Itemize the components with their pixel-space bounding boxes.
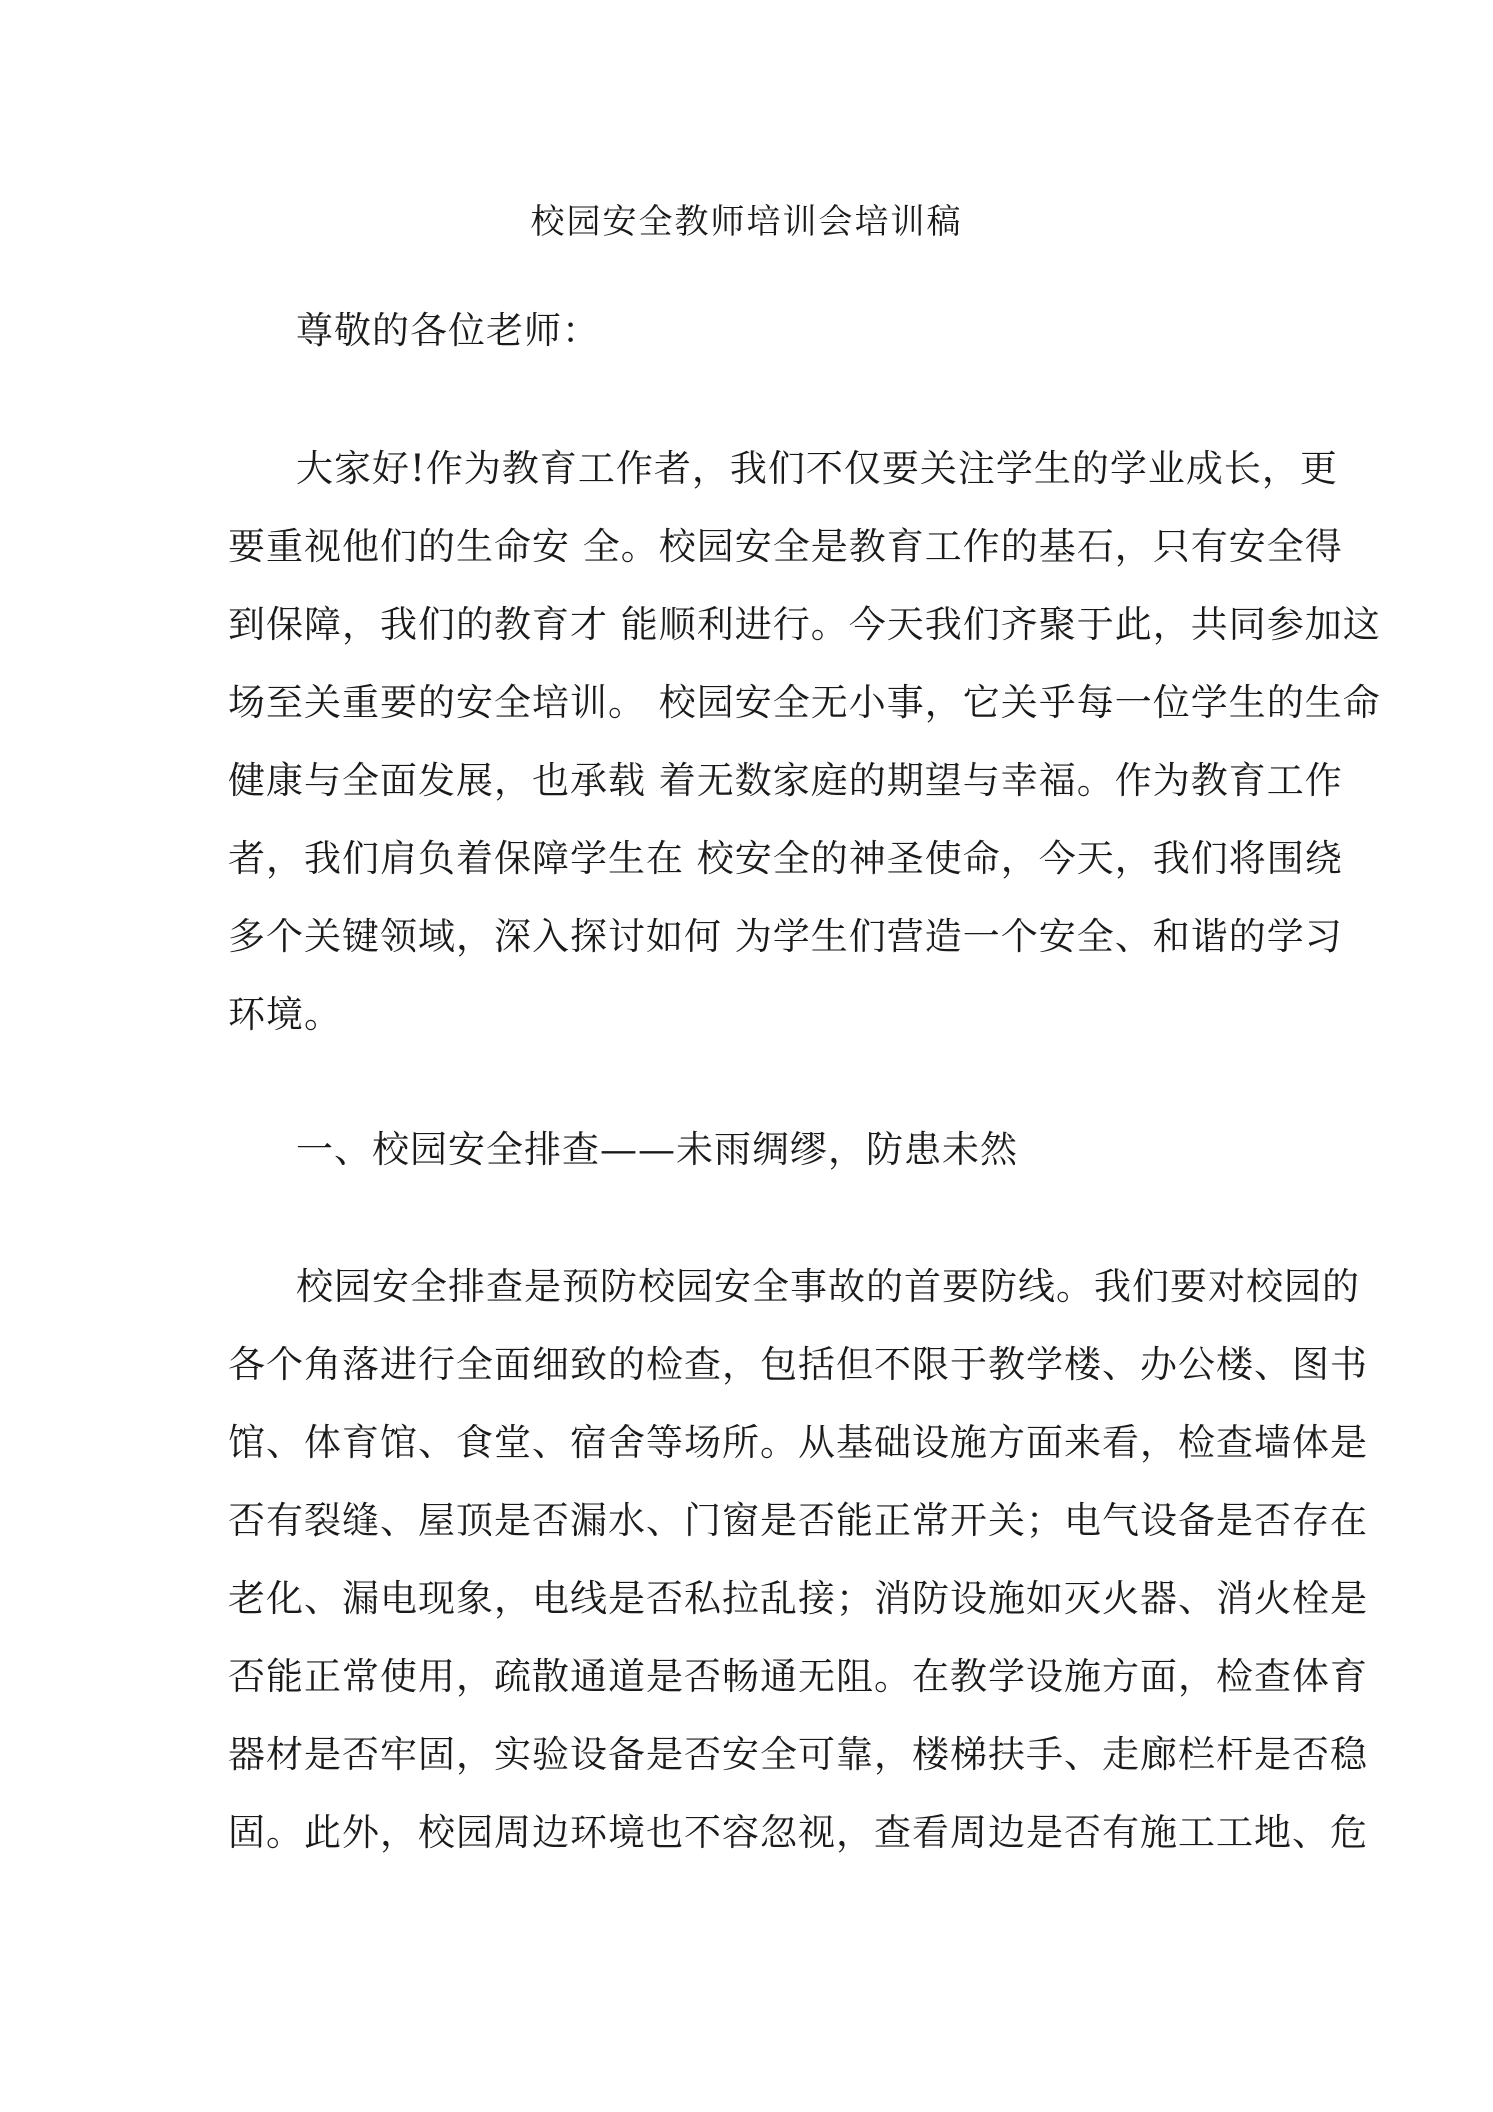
paragraph1-line-5: 健康与全面发展，也承载 着无数家庭的期望与幸福。作为教育工作 xyxy=(228,759,1343,802)
paragraph2-line-6: 否能正常使用，疏散通道是否畅通无阻。在教学设施方面，检查体育 xyxy=(228,1655,1368,1698)
paragraph2-line-8: 固。此外，校园周边环境也不容忽视，查看周边是否有施工工地、危 xyxy=(228,1811,1368,1854)
paragraph1-line-2: 要重视他们的生命安 全。校园安全是教育工作的基石，只有安全得 xyxy=(228,525,1343,568)
paragraph2-line-4: 否有裂缝、屋顶是否漏水、门窗是否能正常开关；电气设备是否存在 xyxy=(228,1499,1368,1542)
paragraph2-line-3: 馆、体育馆、食堂、宿舍等场所。从基础设施方面来看，检查墙体是 xyxy=(228,1421,1368,1464)
paragraph2-line-1: 校园安全排查是预防校园安全事故的首要防线。我们要对校园的 xyxy=(296,1265,1360,1308)
salutation: 尊敬的各位老师： xyxy=(296,309,600,352)
paragraph1-line-3: 到保障，我们的教育才 能顺利进行。今天我们齐聚于此，共同参加这 xyxy=(228,603,1381,646)
section1-heading: 一、校园安全排查——未雨绸缪，防患未然 xyxy=(296,1128,1018,1171)
paragraph1-line-6: 者，我们肩负着保障学生在 校安全的神圣使命，今天，我们将围绕 xyxy=(228,837,1343,880)
paragraph1-line-8: 环境。 xyxy=(228,993,342,1036)
paragraph2-line-2: 各个角落进行全面细致的检查，包括但不限于教学楼、办公楼、图书 xyxy=(228,1343,1368,1386)
paragraph1-line-7: 多个关键领域，深入探讨如何 为学生们营造一个安全、和谐的学习 xyxy=(228,915,1343,958)
paragraph2-line-5: 老化、漏电现象，电线是否私拉乱接；消防设施如灭火器、消火栓是 xyxy=(228,1577,1368,1620)
paragraph1-line-1: 大家好!作为教育工作者，我们不仅要关注学生的学业成长，更 xyxy=(296,447,1338,490)
paragraph1-line-4: 场至关重要的安全培训。 校园安全无小事，它关乎每一位学生的生命 xyxy=(228,681,1381,724)
paragraph2-line-7: 器材是否牢固，实验设备是否安全可靠，楼梯扶手、走廊栏杆是否稳 xyxy=(228,1733,1368,1776)
document-title: 校园安全教师培训会培训稿 xyxy=(530,202,963,242)
